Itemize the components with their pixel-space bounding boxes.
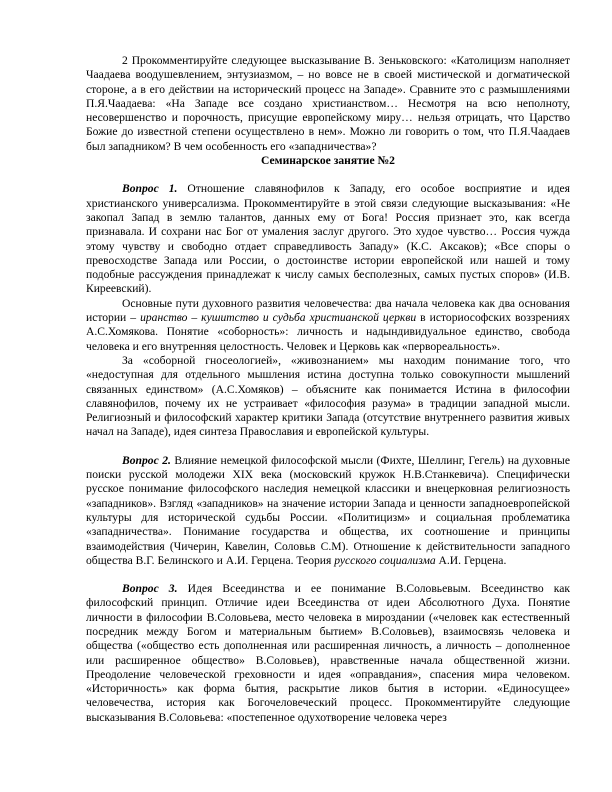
question-2-paragraph [86,454,570,568]
seminar-title: Семинарское занятие №2 [261,154,395,168]
question-2-italic: русского социализма [334,553,436,567]
question-3-label: Вопрос 3. [122,582,178,596]
question-1-para2-end: в историософских воззрениях А.С.Хомякова. Понятие «соборность»: личность и надындивидуальное единство, свобода человека и его внутренняя целостность. Человек и Церковь как «первореальность». [86,311,570,353]
question-1-para2-start: Основные пути духовного развития человечества: два начала человека как два основания истории – [86,296,570,325]
question-2-label: Вопрос 2. [122,453,171,467]
question-1-label: Вопрос 1. [122,182,178,196]
question-1-paragraph-3: За «соборной гносеологией», «живознанием» мы находим понимание того, что «недоступная для отдельного мышления истина доступна только совокупности мышлений связанных единством» (А.С.Хомяков) – объясните как понимается Истина в философии славянофилов, почему их не устраивает «философия разума» в традиции западной мысли. Религиозный и философский характер критики Запада (отсутствие внутреннего развития живых начал на Западе), идея синтеза Православия и европейской культуры. [86,353,570,439]
question-1-paragraph [86,182,570,296]
spacer [86,168,570,182]
question-1-paragraph-2 [86,297,570,354]
question-1-para2-italic: иранство – кушитство и судьба христианской церкви [140,311,417,325]
question-3-paragraph [86,582,570,725]
page-content [86,54,570,725]
spacer [86,568,570,582]
question-2-text: Влияние немецкой философской мысли (Фихте, Шеллинг, Гегель) на духовные поиски русской молодежи XIX века (московский кружок Н.В.Станкевича). Специфически русское понимание философского наследия немецкой классики и внецерковная религиозность «западников». Взгляд «западников» на значение истории Запада и ценности западноевропейской культуры для исторической судьбы России. «Политицизм» и социальная проблематика «западничества». Понимание государства и общества, их соотношение и принципы взаимодействия (Чичерин, Кавелин, Соловьв С.М). Отношение к действительности западного общества В.Г. Белинского и А.И. Герцена. Теория [86,453,570,567]
question-2-tail: А.И. Герцена. [435,553,507,567]
question-3-text: Идея Всеединства и ее понимание В.Соловьевым. Всеединство как философский принцип. Отличие идеи Всеединства от идеи Абсолютного Духа. Понятие личности в философии В.Соловьева, место человека в мироздании («человек как естественный посредник между Богом и материальным бытием» В.Соловьев), взаимосвязь человека и общества («общество есть дополненная или расширенная личность, а личность – дополненное или расширенное общество» В.Соловьев), нравственные начала общественной жизни. Преодоление человеческой греховности и идея «оправдания», спасения мира человеком. «Историчность» как форма бытия, раскрытие ликов бытия в истории. «Единосущее» человечества, история как Богочеловеческий процесс. Прокомментируйте следующие высказывания В.Соловьева: «постепенное одухотворение человека через [86,582,570,724]
task-2-paragraph: 2 Прокомментируйте следующее высказывание В. Зеньковского: «Католицизм наполняет Чаадаева воодушевлением, энтузиазмом, – но вовсе не в своей мистической и догматической стороне, а в его действии на исторический процесс на Западе». Сравните это с размышлениями П.Я.Чаадаева: «На Западе все создано христианством… Несмотря на всю неполноту, несовершенство и порочность, присущие европейскому миру… нельзя отрицать, что Царство Божие до известной степени осуществлено в нем». Можно ли говорить о том, что П.Я.Чаадаев был западником? В чем особенность его «западничества»? [86,54,570,153]
spacer [86,440,570,454]
question-1-text: Отношение славянофилов к Западу, его особое восприятие и идея христианского универсализма. Прокомментируйте в этой связи следующие высказывания: «Не закопал Запад в землю талантов, данных ему от Бога! Россия признает это, как всегда признавала. И сохрани нас Бог от умаления заслуг другого. Это худое чувство… Россия чужда этому чувству и свободно отдает справедливость Западу» (К.С. Аксаков); «Все споры о превосходстве Запада или России, о достоинстве истории европейской или нашей и тому подобные рассуждения принадлежат к числу самых бесполезных, самых пустых споров» (И.В. Киреевский). [86,182,571,296]
